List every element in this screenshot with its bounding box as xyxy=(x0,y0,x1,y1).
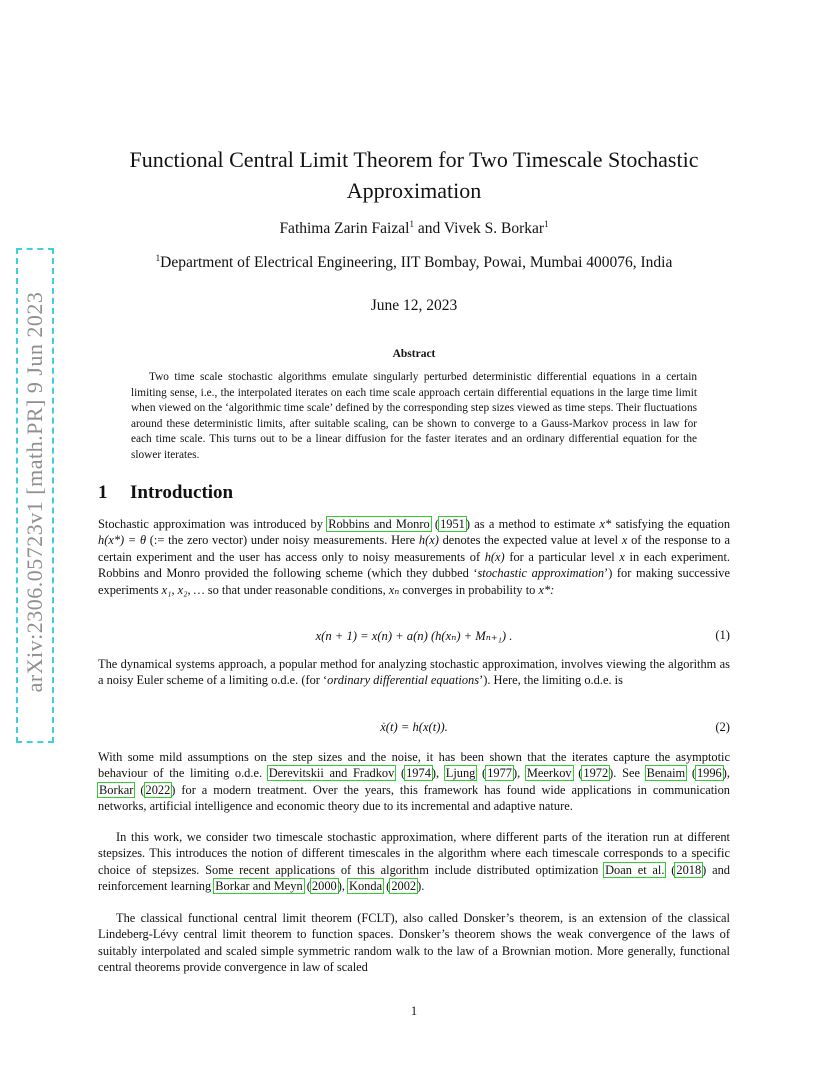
equation-expression: ẋ(t) = h(x(t)). xyxy=(380,720,448,734)
paragraph-3: With some mild assumptions on the step sizes and the noise, it has been shown that the iterates capture the asymptotic behaviour of the limiting o.d.e. Derevitskii and Fradkov (1974), Ljung (1977), Meerkov (1972). See Benaim (1996), Borkar (2022) for a modern treatment. Over the years, this framework has found wide applications in communication networks, artificial intelligence and economic theory due to its incremental and adaptive nature. xyxy=(98,750,730,814)
math-inline: h(x) xyxy=(484,549,505,564)
text-run: and reinforcement learning xyxy=(98,862,730,894)
title-line-2: Approximation xyxy=(346,178,482,203)
text-run: converges in probability to xyxy=(399,582,539,597)
emphasis: ordinary differential equations xyxy=(327,673,480,688)
text-run: denotes the expected value at level xyxy=(438,533,622,548)
citation-link[interactable]: Konda xyxy=(349,879,383,894)
citation-year-link[interactable]: 2002 xyxy=(391,879,417,894)
affiliation-text: Department of Electrical Engineering, IIT Bombay, Powai, Mumbai 400076, India xyxy=(160,254,673,271)
citation-year-link[interactable]: 2018 xyxy=(676,862,702,877)
citation-link[interactable]: Meerkov xyxy=(526,766,572,781)
section-title: Introduction xyxy=(130,482,234,503)
text-run: See xyxy=(622,766,646,781)
text-run: satisfying the equation xyxy=(611,517,731,531)
math-inline: x₁, x₂, … xyxy=(161,582,205,597)
paragraph-5: The classical functional central limit theorem (FCLT), also called Donsker’s theorem, is an extension of the classical Lindeberg-Lévy central limit theorem to function spaces. Donsker’s theorem shows the weak convergence of the laws of suitably interpolated and scaled simple symmetric random walk to the law of a Brownian motion. More generally, functional central theorems provide convergence in law of scaled xyxy=(98,911,730,975)
text-run: for a modern treatment. Over the years, this framework has found wide applications in communication networks, artificial intelligence and economic theory due to its incremental and adaptive nature. xyxy=(98,782,730,814)
arxiv-identifier[interactable]: arXiv:2306.05723v1 [math.PR] 9 Jun 2023 xyxy=(22,291,47,693)
paper-title xyxy=(98,144,730,206)
affiliation xyxy=(98,254,730,272)
math-inline: x*: xyxy=(538,582,555,597)
citation-link[interactable]: Ljung xyxy=(445,766,476,781)
citation-year-link[interactable]: 1996 xyxy=(696,766,722,781)
text-run: The dynamical systems approach, a popular method for analyzing stochastic approximation, involves viewing the algorithm as a noisy Euler scheme of a limiting o.d.e. (for ‘ xyxy=(98,657,730,688)
text-run: ’). Here, the limiting o.d.e. is xyxy=(479,673,623,688)
text-run: In this work, we consider two timescale stochastic approximation, where different parts of the iteration run at different stepsizes. This introduces the notion of different timescales in the algorithm where each timescale corresponds to a specific choice of stepsizes. Some recent applications of this algorithm include distributed optimization xyxy=(98,830,730,877)
math-inline: x xyxy=(619,549,625,564)
text-run: ’) for making successive experiments xyxy=(98,566,730,597)
citation-link[interactable]: Borkar xyxy=(99,782,134,797)
text-run: With some mild assumptions on the step sizes and the noise, it has been shown that the iterates capture the asymptotic behaviour of the limiting o.d.e. xyxy=(98,750,730,781)
section-heading xyxy=(98,482,233,504)
author-1: Fathima Zarin Faizal xyxy=(279,220,410,237)
math-inline: x* xyxy=(599,517,612,531)
citation-link[interactable]: Derevitskii and Fradkov xyxy=(268,766,395,781)
affiliation-marker: 1 xyxy=(155,253,161,263)
equation-expression: x(n + 1) = x(n) + a(n) (h(xₙ) + Mₙ₊₁) . xyxy=(315,629,513,643)
affiliation-marker: 1 xyxy=(409,219,414,229)
citation-year-link[interactable]: 1974 xyxy=(406,766,431,781)
equation-number: (1) xyxy=(715,628,730,642)
text-run: in each experiment. Robbins and Monro provided the following scheme (which they dubbed ‘ xyxy=(98,549,730,581)
equation-number: (2) xyxy=(715,720,730,734)
citation-year-link[interactable]: 2000 xyxy=(311,879,337,894)
paragraph-1: Stochastic approximation was introduced by Robbins and Monro (1951) as a method to estimate x* satisfying the equation h(x*) = θ (:= the zero vector) under noisy measurements. Here h(x) denotes the expected value at level x of the response to a certain experiment and the user has access only to noisy measurements of h(x) for a particular level x in each experiment. Robbins and Monro provided the following scheme (which they dubbed ‘stochastic approximation’) for making successive experiments x₁, x₂, … so that under reasonable conditions, xₙ converges in probability to x*: xyxy=(98,517,731,597)
citation-year-link[interactable]: 1977 xyxy=(487,766,512,781)
paragraph-2 xyxy=(98,656,730,689)
emphasis: stochastic approximation xyxy=(477,566,605,581)
citation-link[interactable]: Doan et al. xyxy=(605,862,665,877)
citation-year-link[interactable]: 1972 xyxy=(583,766,609,781)
citation-link[interactable]: Robbins and Monro xyxy=(328,517,430,531)
citation-link[interactable]: Borkar and Meyn xyxy=(215,879,303,894)
abstract-text: Two time scale stochastic algorithms emulate singularly perturbed deterministic differential equations in a certain limiting sense, i.e., the interpolated iterates on each time scale approach certain differential equations in the large time limit when viewed on the ‘algorithmic time scale’ defined by the corresponding step sizes viewed as time steps. Their fluctuations around these deterministic limits, after suitable scaling, can be shown to converge to a Gauss-Markov process in law for each time scale. This turns out to be a linear diffusion for the faster iterates and an ordinary differential equation for the slower iterates. xyxy=(131,371,697,461)
text-run: for a particular level xyxy=(504,549,620,564)
page-number: 1 xyxy=(410,1004,418,1018)
math-inline: x xyxy=(621,533,628,548)
text-run: Stochastic approximation was introduced by xyxy=(98,517,328,531)
math-inline: h(x) xyxy=(418,533,439,548)
math-inline: xₙ xyxy=(388,582,400,597)
citation-year-link[interactable]: 1951 xyxy=(440,517,465,531)
section-number: 1 xyxy=(98,482,108,503)
math-inline: h(x*) = θ xyxy=(98,533,147,548)
affiliation-marker: 1 xyxy=(544,219,549,229)
paper-date: June 12, 2023 xyxy=(370,297,458,314)
author-2: Vivek S. Borkar xyxy=(443,220,545,237)
author-list xyxy=(98,220,730,238)
abstract-heading: Abstract xyxy=(392,348,436,360)
text-run: so that under reasonable conditions, xyxy=(204,582,389,597)
citation-year-link[interactable]: 2022 xyxy=(145,782,171,797)
paragraph-4: In this work, we consider two timescale stochastic approximation, where different parts of the iteration run at different stepsizes. This introduces the notion of different timescales in the algorithm where each timescale corresponds to a specific choice of stepsizes. Some recent applications of this algorithm include distributed optimization Doan et al. (2018) and reinforcement learning Borkar and Meyn (2000), Konda (2002). xyxy=(98,830,730,894)
text-run: as a method to estimate xyxy=(469,517,600,531)
author-separator: and xyxy=(417,220,441,237)
citation-link[interactable]: Benaim xyxy=(646,766,686,781)
title-line-1: Functional Central Limit Theorem for Two Timescale Stochastic xyxy=(129,147,699,172)
text-run: (:= the zero vector) under noisy measurements. Here xyxy=(146,533,419,548)
text-run: of the response to a certain experiment and the user has access only to noisy measurements of xyxy=(98,533,730,564)
